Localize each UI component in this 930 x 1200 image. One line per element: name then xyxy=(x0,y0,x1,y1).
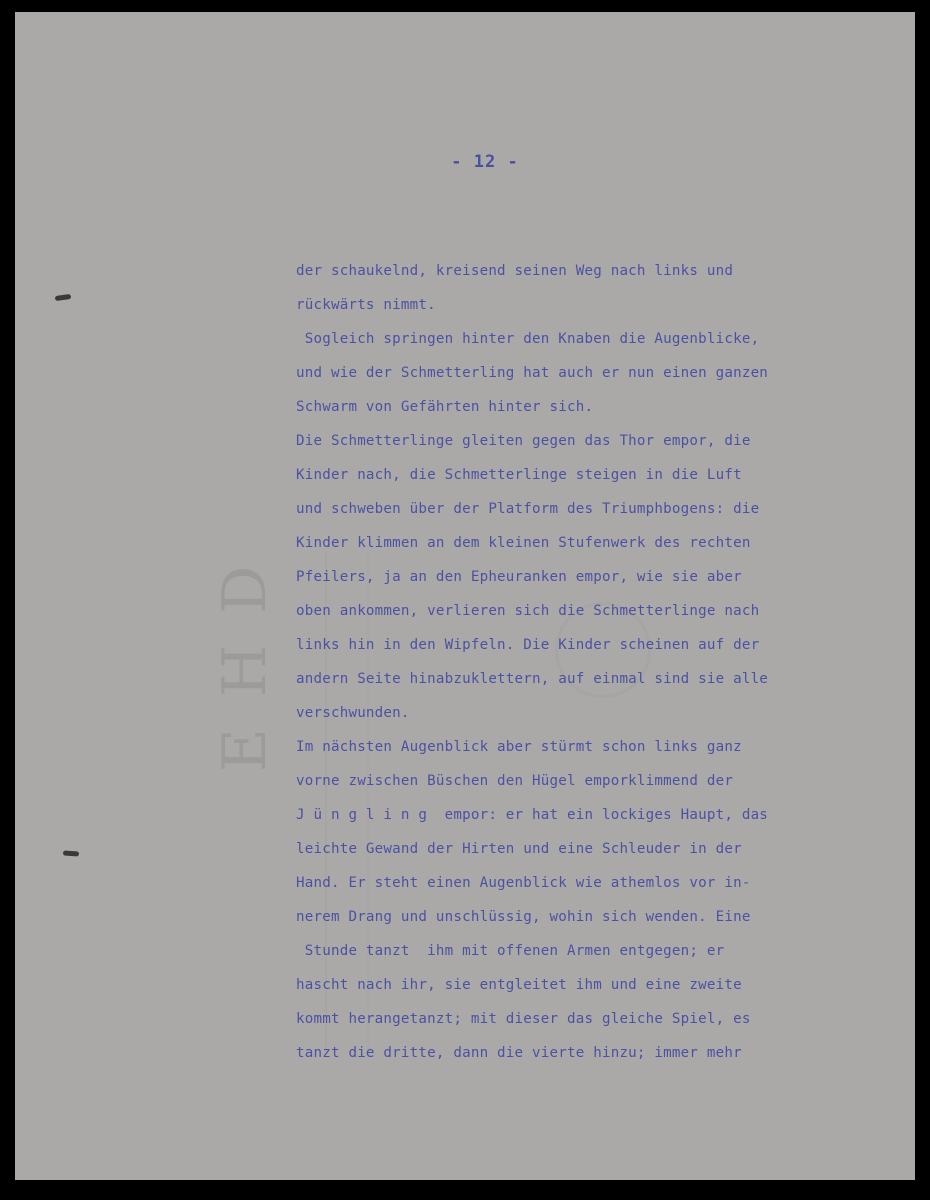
text-line: rückwärts nimmt. xyxy=(296,297,436,313)
text-line: andern Seite hinabzuklettern, auf einmal sind sie alle xyxy=(296,671,769,687)
text-line: Pfeilers, ja an den Epheuranken empor, wie sie aber xyxy=(296,569,742,585)
text-line: und schweben über der Platform des Triumphbogens: die xyxy=(296,501,760,517)
text-line: hascht nach ihr, sie entgleitet ihm und eine zweite xyxy=(296,977,742,993)
text-line: und wie der Schmetterling hat auch er nun einen ganzen xyxy=(296,365,769,381)
text-line: J ü n g l i n g empor: er hat ein lockiges Haupt, das xyxy=(296,807,769,823)
punch-hole-bottom xyxy=(63,850,79,856)
text-line: Die Schmetterlinge gleiten gegen das Thor empor, die xyxy=(296,433,751,449)
text-line: tanzt die dritte, dann die vierte hinzu; immer mehr xyxy=(296,1045,742,1061)
document-page xyxy=(15,12,915,1180)
text-line: Sogleich springen hinter den Knaben die Augenblicke, xyxy=(296,331,760,347)
text-line: Im nächsten Augenblick aber stürmt schon links ganz xyxy=(296,739,742,755)
text-line: leichte Gewand der Hirten und eine Schleuder in der xyxy=(296,841,742,857)
text-line: kommt herangetanzt; mit dieser das gleiche Spiel, es xyxy=(296,1011,751,1027)
text-line: Kinder nach, die Schmetterlinge steigen in die Luft xyxy=(296,467,742,483)
text-line: vorne zwischen Büschen den Hügel emporklimmend der xyxy=(296,773,734,789)
text-line: Stunde tanzt ihm mit offenen Armen entgegen; er xyxy=(296,943,725,959)
text-line: verschwunden. xyxy=(296,705,410,721)
typed-text-body xyxy=(296,254,896,1070)
text-line: Schwarm von Gefährten hinter sich. xyxy=(296,399,594,415)
text-line: oben ankommen, verlieren sich die Schmetterlinge nach xyxy=(296,603,760,619)
punch-hole-top xyxy=(55,294,72,301)
faded-stamp-mark: E H D xyxy=(210,559,280,772)
text-line: Hand. Er steht einen Augenblick wie athemlos vor in- xyxy=(296,875,751,891)
text-line: links hin in den Wipfeln. Die Kinder scheinen auf der xyxy=(296,637,760,653)
text-line: der schaukelnd, kreisend seinen Weg nach links und xyxy=(296,263,734,279)
text-line: Kinder klimmen an dem kleinen Stufenwerk des rechten xyxy=(296,535,751,551)
page-number: - 12 - xyxy=(451,152,519,172)
text-line: nerem Drang und unschlüssig, wohin sich wenden. Eine xyxy=(296,909,751,925)
